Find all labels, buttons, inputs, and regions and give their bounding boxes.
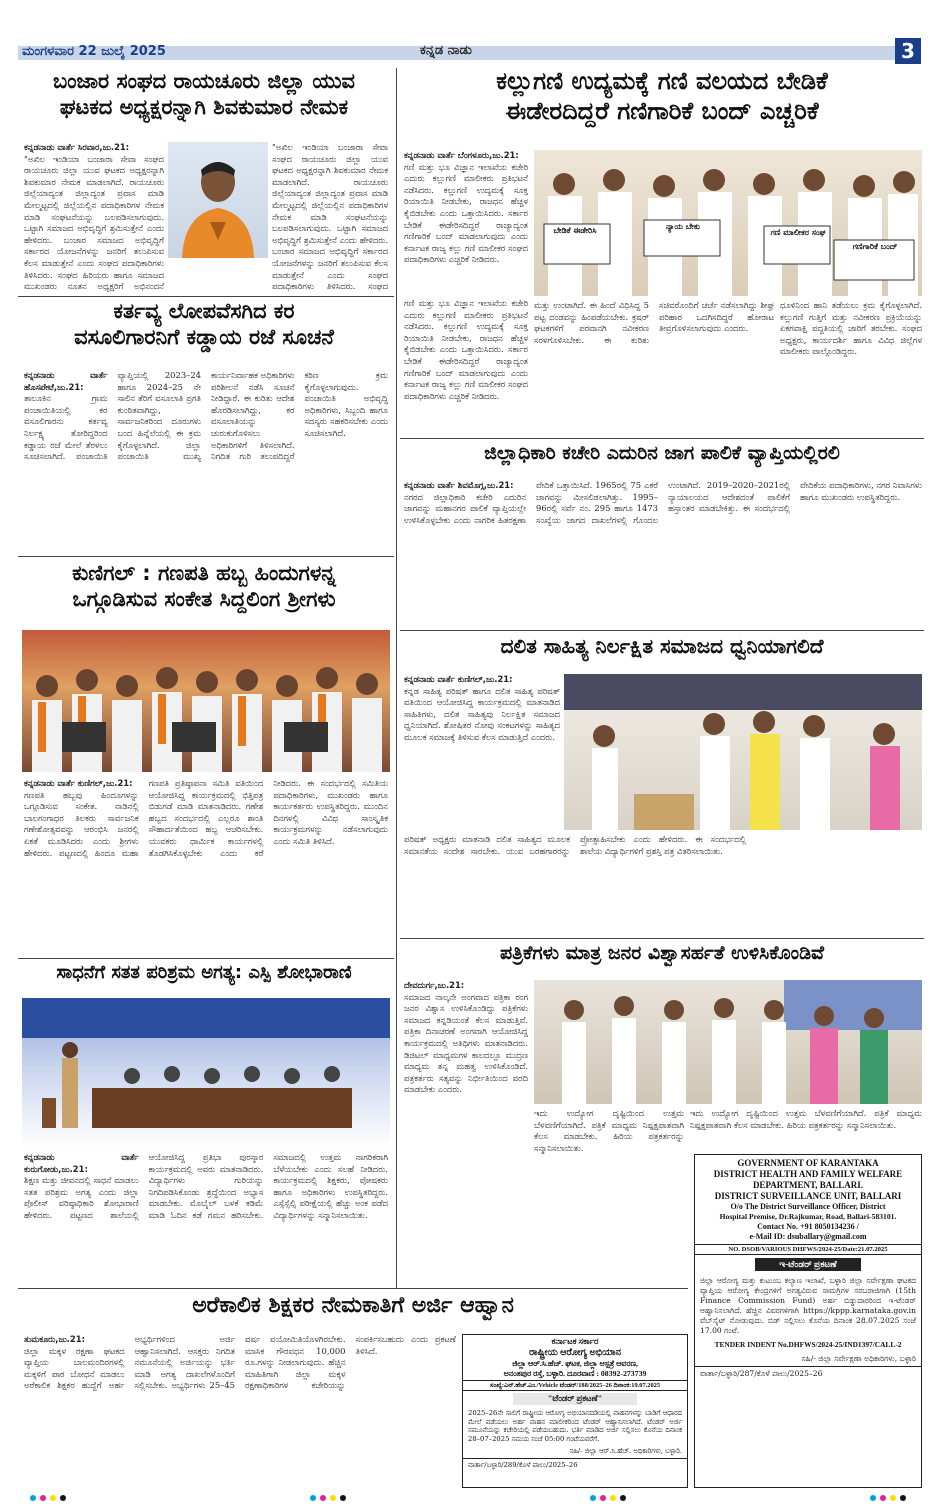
press-body-col3	[690, 1108, 922, 1148]
dc-headline-box	[402, 442, 922, 476]
health-tender-ad	[694, 1154, 922, 1488]
kunigal-group-photo	[22, 630, 390, 772]
magenta-dot	[40, 1495, 46, 1501]
black-dot	[620, 1495, 626, 1501]
teacher-body-text: ಜಿಲ್ಲಾ ಮಕ್ಕಳ ರಕ್ಷಣಾ ಘಟಕದ ವ್ಯಾಪ್ತಿಯ ಬಾಲಮಂದಿರಗಳಲ್ಲಿ ಮಕ್ಕಳಿಗೆ ಪಾಠ ಬೋಧನೆ ಮಾಡಲು ಅರೆಕಾಲಿಕ ಶಿಕ್ಷಕರ ಹುದ್ದೆಗೆ ಅರ್ಹ ಅಭ್ಯರ್ಥಿಗಳಿಂದ ಅರ್ಜಿ ಆಹ್ವಾನಿಸಲಾಗಿದೆ. ಆಸಕ್ತರು ನಿಗದಿತ ನಮೂನೆಯಲ್ಲಿ ಅರ್ಜಿಯನ್ನು ಭರ್ತಿ ಮಾಡಿ ಅಗತ್ಯ ದಾಖಲೆಗಳೊಂದಿಗೆ ಸಲ್ಲಿಸಬೇಕು. ಅಭ್ಯರ್ಥಿಗಳು 25–45 ವರ್ಷ ವಯೋಮಿತಿಯೊಳಗಿರಬೇಕು. ಮಾಸಿಕ ಗೌರವಧನ 10,000 ರೂ.ಗಳನ್ನು ನೀಡಲಾಗುವುದು. ಹೆಚ್ಚಿನ ಮಾಹಿತಿಗಾಗಿ ಜಿಲ್ಲಾ ಮಕ್ಕಳ ರಕ್ಷಣಾಧಿಕಾರಿಗಳ ಕಚೇರಿಯನ್ನು ಸಂಪರ್ಕಿಸಬಹುದು ಎಂದು ಪ್ರಕಟಣೆ ತಿಳಿಸಿದೆ.	[24, 1334, 456, 1391]
divider	[400, 438, 924, 439]
ad-health-footer: ವಾರ್ತಾ/ಬಳ್ಳಾರಿ/287/ಕೊಳೆ ಪಾಲು/2025–26	[695, 1366, 921, 1381]
sp-body-text: ಶಿಕ್ಷಣ ಮತ್ತು ಜೀವನದಲ್ಲಿ ಸಾಧನೆ ಮಾಡಲು ಸತತ ಪರಿಶ್ರಮ ಅಗತ್ಯ ಎಂದು ಜಿಲ್ಲಾ ಪೊಲೀಸ್ ವರಿಷ್ಠಾಧಿಕಾರಿ ಶೋಭಾರಾಣಿ ಹೇಳಿದರು. ಪಟ್ಟಣದ ಶಾಲೆಯಲ್ಲಿ ಆಯೋಜಿಸಿದ್ದ ಪ್ರತಿಭಾ ಪುರಸ್ಕಾರ ಕಾರ್ಯಕ್ರಮದಲ್ಲಿ ಅವರು ಮಾತನಾಡಿದರು. ವಿದ್ಯಾರ್ಥಿಗಳು ಗುರಿಯನ್ನು ನಿಗದಿಪಡಿಸಿಕೊಂಡು ಶ್ರದ್ಧೆಯಿಂದ ಅಭ್ಯಾಸ ಮಾಡಬೇಕು. ಮೊಬೈಲ್ ಬಳಕೆ ಕಡಿಮೆ ಮಾಡಿ ಓದಿನ ಕಡೆ ಗಮನ ಹರಿಸಬೇಕು. ಸಮಾಜದಲ್ಲಿ ಉತ್ತಮ ನಾಗರಿಕರಾಗಿ ಬೆಳೆಯಬೇಕು ಎಂದು ಸಲಹೆ ನೀಡಿದರು. ಕಾರ್ಯಕ್ರಮದಲ್ಲಿ ಶಿಕ್ಷಕರು, ಪೋಷಕರು ಹಾಗೂ ಅಧಿಕಾರಿಗಳು ಉಪಸ್ಥಿತರಿದ್ದರು. ಎಸ್ಸೆಸ್ಸೆಲ್ಸಿ ಪರೀಕ್ಷೆಯಲ್ಲಿ ಹೆಚ್ಚು ಅಂಕ ಪಡೆದ ವಿದ್ಯಾರ್ಥಿಗಳನ್ನು ಸನ್ಮಾನಿಸಲಾಯಿತು.	[24, 1152, 388, 1220]
magenta-dot	[320, 1495, 326, 1501]
banjara-body-col1	[24, 142, 164, 292]
magenta-dot	[880, 1495, 886, 1501]
divider	[400, 630, 924, 631]
black-dot	[340, 1495, 346, 1501]
ad-vehicle-line2: ರಾಷ್ಟ್ರೀಯ ಆರೋಗ್ಯ ಅಭಿಯಾನ	[529, 1348, 621, 1358]
banjara-portrait-photo	[168, 142, 268, 258]
ad-vehicle-ref: ಸಂಖ್ಯೆ:ಎನ್.ಹೆಚ್.ಎಂ./Vehicle ಟೆಂಡರ್/188/2025–26 ದಿನಾಂಕ:19.07.2025	[463, 1380, 687, 1391]
banjara-body: "ಅಖಿಲ ಇಂಡಿಯಾ ಬಂಜಾರಾ ಸೇವಾ ಸಂಘದ ರಾಯಚೂರು ಜಿಲ್ಲಾ ಯುವ ಘಟಕದ ಅಧ್ಯಕ್ಷರನ್ನಾಗಿ ಶಿವಕುಮಾರ ನೇಮಕ ಮಾಡಲಾಗಿದೆ. ರಾಯಚೂರು ಜಿಲ್ಲೆಯಾದ್ಯಂತ ಜಿಲ್ಲಾದ್ಯಂತ ಪ್ರವಾಸ ಮಾಡಿ ಮೇಲ್ಮಟ್ಟದಲ್ಲಿ ಜಿಲ್ಲೆಯಲ್ಲಿನ ಪದಾಧಿಕಾರಿಗಳ ನೇಮಕ ಮಾಡಿ ಸಂಘಟನೆಯನ್ನು ಬಲಪಡಿಸಲಾಗುವುದು. ಒಟ್ಟಾಗಿ ಸಮಾಜದ ಅಭಿವೃದ್ಧಿಗೆ ಶ್ರಮಿಸುತ್ತೇನೆ ಎಂದು ಹೇಳಿದರು. ಬಂಜಾರ ಸಮಾಜದ ಅಭಿವೃದ್ಧಿಗೆ ಸರ್ಕಾರದ ಯೋಜನೆಗಳನ್ನು ಜನರಿಗೆ ತಲುಪಿಸುವ ಕೆಲಸ ಮಾಡುತ್ತೇನೆ ಎಂದು ಸಂಘದ ಪದಾಧಿಕಾರಿಗಳು ತಿಳಿಸಿದರು. ಸಂಘದ ಹಿರಿಯರು ಹಾಗೂ ಸಮಾಜದ ಮುಖಂಡರು ನೂತನ ಅಧ್ಯಕ್ಷರಿಗೆ ಅಭಿನಂದನೆ	[24, 153, 164, 292]
ad-health-line8: e-Mail ID: dsuballary@gmail.com	[749, 1232, 867, 1241]
ad-vehicle-body: 2025–26ನೇ ಸಾಲಿಗೆ ರಾಷ್ಟ್ರೀಯ ಆರೋಗ್ಯ ಅಭಿಯಾನದಡಿಯಲ್ಲಿ ವಾಹನಗಳನ್ನು ಬಾಡಿಗೆ ಆಧಾರದ ಮೇಲೆ ಪಡೆಯಲು ಅರ್ಹ ವಾಹನ ಮಾಲೀಕರಿಂದ ಟೆಂಡರ್ ಆಹ್ವಾನಿಸಲಾಗಿದೆ. ಟೆಂಡರ್ ಅರ್ಜಿ ನಮೂನೆಯನ್ನು ಕಚೇರಿಯಲ್ಲಿ ಪಡೆಯಬಹುದು. ಭರ್ತಿ ಮಾಡಿದ ಅರ್ಜಿ ಸಲ್ಲಿಸಲು ಕೊನೆಯ ದಿನಾಂಕ 28–07–2025 ಸಮಯ ಸಂಜೆ 05:00 ಗಂಟೆಯವರೆಗೆ.	[468, 1409, 682, 1443]
dc-headline: ಜಿಲ್ಲಾಧಿಕಾರಿ ಕಚೇರಿ ಎದುರಿನ ಜಾಗ ಪಾಲಿಕೆ ವ್ಯಾಪ್ತಿಯಲ್ಲಿರಲಿ	[484, 442, 840, 464]
press-headline-box	[402, 942, 922, 976]
tax-headline-2: ವಸೂಲಿಗಾರನಿಗೆ ಕಡ್ಡಾಯ ರಜೆ ಸೂಚನೆ	[74, 325, 334, 350]
dc-body	[404, 480, 922, 626]
cyan-dot	[870, 1495, 876, 1501]
mining-body-col3	[780, 300, 922, 434]
teacher-dateline: ತುಮಕೂರು,ಜು.21:	[24, 1334, 85, 1344]
print-registration-marks	[0, 1493, 945, 1503]
ad-vehicle-notice-title: "ಟೆಂಡರ್ ಪ್ರಕಟಣೆ"	[513, 1393, 637, 1405]
mining-body-col2	[534, 300, 774, 434]
ad-health-tender: TENDER INDENT No.DHFWS/2024-25/IND1397/CALL-2	[714, 1340, 902, 1349]
sp-headline-box	[18, 962, 390, 996]
ceremony-illustration-icon	[564, 674, 922, 830]
mining-body-1-cont: ಗಣಿ ಮತ್ತು ಭೂ ವಿಜ್ಞಾನ ಇಲಾಖೆಯ ಕಚೇರಿ ಎದುರು ಕಲ್ಲುಗಣಿ ಮಾಲೀಕರು ಪ್ರತಿಭಟನೆ ನಡೆಸಿದರು. ಕಲ್ಲುಗಣಿ ಉದ್ಯಮಕ್ಕೆ ಸೂಕ್ತ ರಿಯಾಯಿತಿ ನೀಡಬೇಕು, ರಾಜಧನ ಹೆಚ್ಚಳ ಕೈಬಿಡಬೇಕು ಎಂದು ಒತ್ತಾಯಿಸಿದರು. ಸರ್ಕಾರ ಬೇಡಿಕೆ ಈಡೇರಿಸದಿದ್ದರೆ ರಾಜ್ಯಾದ್ಯಂತ ಗಣಿಗಾರಿಕೆ ಬಂದ್ ಮಾಡಲಾಗುವುದು ಎಂದು ಕರ್ನಾಟಕ ರಾಜ್ಯ ಕಲ್ಲು ಗಣಿ ಮಾಲೀಕರ ಸಂಘದ ಪದಾಧಿಕಾರಿಗಳು ಎಚ್ಚರಿಕೆ ನೀಡಿದರು.	[404, 298, 528, 401]
banjara-headline-1: ಬಂಜಾರ ಸಂಘದ ರಾಯಚೂರು ಜಿಲ್ಲಾ ಯುವ	[52, 69, 355, 93]
yellow-dot	[890, 1495, 896, 1501]
divider	[18, 296, 394, 297]
ad-vehicle-line4: ಅನಂತಪುರ ರಸ್ತೆ, ಬಳ್ಳಾರಿ. ದೂರವಾಣಿ : 08392-273739	[503, 1369, 647, 1378]
black-dot	[60, 1495, 66, 1501]
divider	[18, 1288, 688, 1289]
dc-dateline: ಕನ್ನಡನಾಡು ವಾರ್ತೆ ಶಿವಮೊಗ್ಗ,ಜು.21:	[404, 480, 514, 490]
column-divider	[396, 68, 397, 1288]
ad-health-line5: O/o The District Surveillance Officer, District	[730, 1202, 886, 1211]
mining-body-3: ಧೂಳಿನಿಂದ ಹಾನಿ ತಡೆಯಲು ಕ್ರಮ ಕೈಗೊಳ್ಳಲಾಗಿದೆ. ಕಲ್ಲುಗಣಿ ಗುತ್ತಿಗೆ ಮತ್ತು ನವೀಕರಣ ಪ್ರಕ್ರಿಯೆಯನ್ನು ಏಕಗವಾಕ್ಷಿ ಪದ್ಧತಿಯಲ್ಲಿ ಜಾರಿಗೆ ತರಬೇಕು. ಸಂಘದ ಅಧ್ಯಕ್ಷರು, ಕಾರ್ಯದರ್ಶಿ ಹಾಗೂ ವಿವಿಧ ಜಿಲ್ಲೆಗಳ ಮಾಲೀಕರು ಪಾಲ್ಗೊಂಡಿದ್ದರು.	[780, 300, 922, 357]
dalit-event-photo	[564, 674, 922, 830]
kunigal-headline-1: ಕುಣಿಗಲ್ : ಗಣಪತಿ ಹಬ್ಬ ಹಿಂದುಗಳನ್ನ	[72, 561, 336, 585]
tax-headline-1: ಕರ್ತವ್ಯ ಲೋಪವೆಸಗಿದ ಕರ	[113, 299, 295, 323]
placard-text-2: ನ್ಯಾಯ ಬೇಕು	[666, 222, 700, 231]
teacher-headline: ಅರೆಕಾಲಿಕ ಶಿಕ್ಷಕರ ನೇಮಕಾತಿಗೆ ಅರ್ಜಿ ಆಹ್ವಾನ	[192, 1293, 514, 1318]
placard-text-1: ಬೇಡಿಕೆ ಈಡೇರಿಸಿ	[553, 226, 597, 235]
ad-health-line6: Hospital Premise, Dr.Rajkumar, Road, Ballari-583101.	[719, 1212, 897, 1221]
yellow-dot	[50, 1495, 56, 1501]
dalit-headline: ದಲಿತ ಸಾಹಿತ್ಯ ನಿರ್ಲಕ್ಷಿತ ಸಮಾಜದ ಧ್ವನಿಯಾಗಲಿದೆ	[500, 634, 824, 658]
felicitation-illustration-icon	[534, 980, 922, 1104]
sp-headline: ಸಾಧನೆಗೆ ಸತತ ಪರಿಶ್ರಮ ಅಗತ್ಯ: ಎಸ್ಪಿ ಶೋಭಾರಾಣಿ	[56, 962, 352, 983]
banjara-body-cont: "ಅಖಿಲ ಇಂಡಿಯಾ ಬಂಜಾರಾ ಸೇವಾ ಸಂಘದ ರಾಯಚೂರು ಜಿಲ್ಲಾ ಯುವ ಘಟಕದ ಅಧ್ಯಕ್ಷರನ್ನಾಗಿ ಶಿವಕುಮಾರ ನೇಮಕ ಮಾಡಲಾಗಿದೆ. ರಾಯಚೂರು ಜಿಲ್ಲೆಯಾದ್ಯಂತ ಜಿಲ್ಲಾದ್ಯಂತ ಪ್ರವಾಸ ಮಾಡಿ ಮೇಲ್ಮಟ್ಟದಲ್ಲಿ ಜಿಲ್ಲೆಯಲ್ಲಿನ ಪದಾಧಿಕಾರಿಗಳ ನೇಮಕ ಮಾಡಿ ಸಂಘಟನೆಯನ್ನು ಬಲಪಡಿಸಲಾಗುವುದು. ಒಟ್ಟಾಗಿ ಸಮಾಜದ ಅಭಿವೃದ್ಧಿಗೆ ಶ್ರಮಿಸುತ್ತೇನೆ ಎಂದು ಹೇಳಿದರು. ಬಂಜಾರ ಸಮಾಜದ ಅಭಿವೃದ್ಧಿಗೆ ಸರ್ಕಾರದ ಯೋಜನೆಗಳನ್ನು ಜನರಿಗೆ ತಲುಪಿಸುವ ಕೆಲಸ ಮಾಡುತ್ತೇನೆ ಎಂದು ಸಂಘದ ಪದಾಧಿಕಾರಿಗಳು ತಿಳಿಸಿದರು. ಸಂಘದ	[272, 142, 388, 292]
press-body-col1	[404, 980, 528, 1230]
press-dateline: ದೇವದುರ್ಗ,ಜು.21:	[404, 980, 465, 990]
divider	[18, 556, 394, 557]
yellow-dot	[610, 1495, 616, 1501]
mining-headline-1: ಕಲ್ಲುಗಣಿ ಉದ್ಯಮಕ್ಕೆ ಗಣಿ ವಲಯದ ಬೇಡಿಕೆ	[496, 67, 828, 95]
banjara-headline	[18, 68, 390, 136]
person-silhouette-icon	[168, 142, 268, 258]
banjara-dateline: ಕನ್ನಡನಾಡು ವಾರ್ತೆ ಸಿರವಾರ,ಜು.21:	[24, 142, 130, 152]
kunigal-headline-2: ಒಗ್ಗೂಡಿಸುವ ಸಂಕೇತ ಸಿದ್ದಲಿಂಗ ಶ್ರೀಗಳು	[72, 587, 336, 612]
yellow-dot	[330, 1495, 336, 1501]
ad-vehicle-sign: ಸಹಿ/- ಜಿಲ್ಲಾ ಆರ್.ಸಿ.ಹೆಚ್. ಅಧಿಕಾರಿಗಳು, ಬಳ್ಳಾರಿ.	[569, 1447, 682, 1456]
mining-headline	[402, 66, 922, 146]
press-body-2: ಇದು ಉದ್ಯೋಗ ದೃಷ್ಟಿಯಿಂದ ಉತ್ತಮ ಬೆಳವಣಿಗೆಯಾಗಿದೆ. ಪತ್ರಿಕೆ ಮಾಧ್ಯಮ ನಿಷ್ಪಕ್ಷಪಾತವಾಗಿ ಕೆಲಸ ಮಾಡಬೇಕು. ಹಿರಿಯ ಪತ್ರಕರ್ತರನ್ನು ಸನ್ಮಾನಿಸಲಾಯಿತು.	[534, 1108, 684, 1153]
mining-body-2: ಮತ್ತು ಉಂಟಾಗಿದೆ. ಈ ಹಿಂದೆ ವಿಧಿಸಿದ್ದ 5 ಪಟ್ಟ ದಂಡವನ್ನು ಹಿಂಪಡೆಯಬೇಕು. ಕ್ರಷರ್ ಘಟಕಗಳಿಗೆ ಪರವಾನಗಿ ನವೀಕರಣ ಸರಳಗೊಳಿಸಬೇಕು. ಈ ಕುರಿತು ಸಚಿವರೊಂದಿಗೆ ಚರ್ಚೆ ನಡೆಸಲಾಗಿದ್ದು ಶೀಘ್ರ ಪರಿಹಾರ ಒದಗಿಸದಿದ್ದರೆ ಹೋರಾಟ ತೀವ್ರಗೊಳಿಸಲಾಗುವುದು ಎಂದರು.	[534, 300, 774, 345]
ad-vehicle-line1: ಕರ್ನಾಟಕ ಸರ್ಕಾರ	[551, 1337, 599, 1346]
ad-health-sign: ಸಹಿ/- ಜಿಲ್ಲಾ ಸರ್ವೇಕ್ಷಣಾ ಅಧಿಕಾರಿಗಳು, ಬಳ್ಳಾರಿ	[801, 1354, 916, 1363]
issue-date: ಮಂಗಳವಾರ 22 ಜುಲೈ 2025	[22, 44, 166, 59]
cyan-dot	[590, 1495, 596, 1501]
crowd-illustration-icon	[22, 630, 390, 772]
page-header	[0, 0, 945, 64]
kunigal-body-text: ಗಣಪತಿ ಹಬ್ಬವು ಹಿಂದೂಗಳನ್ನು ಒಗ್ಗೂಡಿಸುವ ಸಂಕೇತ. ನಾಡಿನಲ್ಲಿ ಬಾಲಗಂಗಾಧರ ತಿಲಕರು ಸಾರ್ವಜನಿಕ ಗಣೇಶೋತ್ಸವವನ್ನು ಆರಂಭಿಸಿ ಜನರಲ್ಲಿ ಏಕತೆ ಮೂಡಿಸಿದರು ಎಂದು ಶ್ರೀಗಳು ಹೇಳಿದರು. ಪಟ್ಟಣದಲ್ಲಿ ಹಿಂದೂ ಮಹಾ ಗಣಪತಿ ಪ್ರತಿಷ್ಠಾಪನಾ ಸಮಿತಿ ವತಿಯಿಂದ ಆಯೋಜಿಸಿದ್ದ ಕಾರ್ಯಕ್ರಮದಲ್ಲಿ ಭಿತ್ತಿಪತ್ರ ಬಿಡುಗಡೆ ಮಾಡಿ ಮಾತನಾಡಿದರು. ಗಣೇಶ ಹಬ್ಬದ ಸಂದರ್ಭದಲ್ಲಿ ಎಲ್ಲರೂ ಶಾಂತಿ ಸೌಹಾರ್ದತೆಯಿಂದ ಹಬ್ಬ ಆಚರಿಸಬೇಕು. ಯುವಕರು ಧಾರ್ಮಿಕ ಕಾರ್ಯಗಳಲ್ಲಿ ತೊಡಗಿಸಿಕೊಳ್ಳಬೇಕು ಎಂದು ಕರೆ ನೀಡಿದರು. ಈ ಸಂದರ್ಭದಲ್ಲಿ ಸಮಿತಿಯ ಪದಾಧಿಕಾರಿಗಳು, ಮುಖಂಡರು ಹಾಗೂ ಕಾರ್ಯಕರ್ತರು ಉಪಸ್ಥಿತರಿದ್ದರು. ಮುಂದಿನ ದಿನಗಳಲ್ಲಿ ವಿವಿಧ ಸಾಂಸ್ಕೃತಿಕ ಕಾರ್ಯಕ್ರಮಗಳನ್ನು ನಡೆಸಲಾಗುವುದು ಎಂದು ಸಮಿತಿ ತಿಳಿಸಿದೆ.	[24, 778, 388, 858]
banjara-body-col2	[272, 142, 388, 292]
ad-health-line7: Contact No. +91 8050134236 /	[757, 1222, 859, 1231]
tax-headline	[18, 298, 390, 366]
teacher-body	[24, 1334, 456, 1484]
black-dot	[900, 1495, 906, 1501]
vehicle-tender-ad	[462, 1334, 688, 1488]
ad-vehicle-footer: ವಾರ್ತಾ/ಬಳ್ಳಾರಿ/289/ಕೊಳೆ ಪಾಲು/2025–26	[463, 1458, 687, 1472]
tax-body	[24, 370, 388, 550]
sp-body	[24, 1152, 388, 1284]
stage-illustration-icon	[22, 998, 390, 1148]
press-body: ಸಮಾಜದ ನಾಲ್ಕನೇ ಅಂಗವಾದ ಪತ್ರಿಕಾ ರಂಗ ಜನರ ವಿಶ್ವಾಸ ಉಳಿಸಿಕೊಂಡಿದ್ದು ಪತ್ರಿಕೆಗಳು ಸಮಾಜದ ಕನ್ನಡಿಯಂತೆ ಕೆಲಸ ಮಾಡುತ್ತಿವೆ. ಪತ್ರಿಕಾ ದಿನಾಚರಣೆ ಅಂಗವಾಗಿ ಆಯೋಜಿಸಿದ್ದ ಕಾರ್ಯಕ್ರಮದಲ್ಲಿ ಅತಿಥಿಗಳು ಮಾತನಾಡಿದರು. ಡಿಜಿಟಲ್ ಮಾಧ್ಯಮಗಳ ಕಾಲದಲ್ಲೂ ಮುದ್ರಣ ಮಾಧ್ಯಮ ತನ್ನ ಮಹತ್ವ ಉಳಿಸಿಕೊಂಡಿದೆ. ಪತ್ರಕರ್ತರು ಸತ್ಯವನ್ನು ನಿರ್ಭೀತಿಯಿಂದ ವರದಿ ಮಾಡಬೇಕು ಎಂದರು.	[404, 991, 528, 1095]
ad-health-line2: DISTRICT HEALTH AND FAMILY WELFARE	[713, 1169, 903, 1179]
dalit-body-bottom	[404, 834, 922, 936]
mining-body-1: ಗಣಿ ಮತ್ತು ಭೂ ವಿಜ್ಞಾನ ಇಲಾಖೆಯ ಕಚೇರಿ ಎದುರು ಕಲ್ಲುಗಣಿ ಮಾಲೀಕರು ಪ್ರತಿಭಟನೆ ನಡೆಸಿದರು. ಕಲ್ಲುಗಣಿ ಉದ್ಯಮಕ್ಕೆ ಸೂಕ್ತ ರಿಯಾಯಿತಿ ನೀಡಬೇಕು, ರಾಜಧನ ಹೆಚ್ಚಳ ಕೈಬಿಡಬೇಕು ಎಂದು ಒತ್ತಾಯಿಸಿದರು. ಸರ್ಕಾರ ಬೇಡಿಕೆ ಈಡೇರಿಸದಿದ್ದರೆ ರಾಜ್ಯಾದ್ಯಂತ ಗಣಿಗಾರಿಕೆ ಬಂದ್ ಮಾಡಲಾಗುವುದು ಎಂದು ಕರ್ನಾಟಕ ರಾಜ್ಯ ಕಲ್ಲು ಗಣಿ ಮಾಲೀಕರ ಸಂಘದ ಪದಾಧಿಕಾರಿಗಳು ಎಚ್ಚರಿಕೆ ನೀಡಿದರು.	[404, 161, 528, 265]
press-body-2-cont: ಇದು ಉದ್ಯೋಗ ದೃಷ್ಟಿಯಿಂದ ಉತ್ತಮ ಬೆಳವಣಿಗೆಯಾಗಿದೆ. ಪತ್ರಿಕೆ ಮಾಧ್ಯಮ ನಿಷ್ಪಕ್ಷಪಾತವಾಗಿ ಕೆಲಸ ಮಾಡಬೇಕು. ಹಿರಿಯ ಪತ್ರಕರ್ತರನ್ನು ಸನ್ಮಾನಿಸಲಾಯಿತು.	[690, 1108, 922, 1130]
mining-dateline: ಕನ್ನಡನಾಡು ವಾರ್ತೆ ಬೆಂಗಳೂರು,ಜು.21:	[404, 150, 519, 160]
divider	[18, 958, 394, 959]
placard-text-3: ಗಣಿ ಮಾಲೀಕರ ಸಂಘ	[770, 228, 826, 237]
ad-health-body: ಜಿಲ್ಲಾ ಆರೋಗ್ಯ ಮತ್ತು ಕುಟುಂಬ ಕಲ್ಯಾಣ ಇಲಾಖೆ, ಬಳ್ಳಾರಿ ಜಿಲ್ಲಾ ಸರ್ವೇಕ್ಷಣಾ ಘಟಕದ ವ್ಯಾಪ್ತಿಯ ಆರೋಗ್ಯ ಕೇಂದ್ರಗಳಿಗೆ ಅಗತ್ಯವಿರುವ ಸಾಮಗ್ರಿಗಳ ಸರಬರಾಜಿಗಾಗಿ (15th Finance Commission Fund) ಅರ್ಹ ಬಿಡ್ಡುದಾರರಿಂದ ಇ-ಟೆಂಡರ್ ಆಹ್ವಾನಿಸಲಾಗಿದೆ. ಹೆಚ್ಚಿನ ವಿವರಗಳಿಗಾಗಿ https://kppp.karnataka.gov.in ವೆಬ್‌ಸೈಟ್ ನೋಡುವುದು. ಬಿಡ್ ಸಲ್ಲಿಸಲು ಕೊನೆಯ ದಿನಾಂಕ 28.07.2025 ಸಂಜೆ 17.00 ಗಂಟೆ.	[700, 1276, 916, 1335]
ad-health-notice-title: ಇ-ಟೆಂಡರ್ ಪ್ರಕಟಣೆ	[755, 1258, 861, 1271]
page-number: 3	[895, 38, 921, 64]
ad-vehicle-line3: ಜಿಲ್ಲಾ ಆರ್.ಸಿ.ಹೆಚ್. ಘಟಕ, ಜಿಲ್ಲಾ ಆಸ್ಪತ್ರೆ ಆವರಣ,	[512, 1359, 638, 1368]
kunigal-dateline: ಕನ್ನಡನಾಡು ವಾರ್ತೆ ಕುಣಿಗಲ್,ಜು.21:	[24, 778, 133, 788]
mining-body-col1	[404, 150, 528, 296]
cyan-dot	[30, 1495, 36, 1501]
press-headline: ಪತ್ರಿಕೆಗಳು ಮಾತ್ರ ಜನರ ವಿಶ್ವಾಸರ್ಹತೆ ಉಳಿಸಿಕೊಂಡಿವೆ	[500, 942, 824, 964]
press-body-col2	[534, 1108, 684, 1230]
ad-health-ref: NO. DSOB/VARIOUS DHFWS/2024-25/Date:21.07.2025	[695, 1244, 921, 1255]
kunigal-body	[24, 778, 388, 954]
dc-body-text: ನಗರದ ಜಿಲ್ಲಾಧಿಕಾರಿ ಕಚೇರಿ ಎದುರಿನ ಜಾಗವನ್ನು ಮಹಾನಗರ ಪಾಲಿಕೆ ವ್ಯಾಪ್ತಿಯಲ್ಲೇ ಉಳಿಸಿಕೊಳ್ಳಬೇಕು ಎಂದು ನಾಗರಿಕ ಹಿತರಕ್ಷಣಾ ವೇದಿಕೆ ಒತ್ತಾಯಿಸಿದೆ. 1965ರಲ್ಲಿ 75 ಎಕರೆ ಜಾಗವನ್ನು ಮೀಸಲಿಡಲಾಗಿತ್ತು. 1995–96ರಲ್ಲಿ ಸರ್ವೆ ನಂ. 295 ಹಾಗೂ 1473 ಸಂಖ್ಯೆಯ ಜಾಗದ ದಾಖಲೆಗಳಲ್ಲಿ ಗೊಂದಲ ಉಂಟಾಗಿದೆ. 2019–2020–2021ರಲ್ಲಿ ನ್ಯಾಯಾಲಯದ ಆದೇಶದಂತೆ ಪಾಲಿಕೆಗೆ ಹಸ್ತಾಂತರ ಮಾಡಬೇಕಿತ್ತು. ಈ ಸಂದರ್ಭದಲ್ಲಿ ವೇದಿಕೆಯ ಪದಾಧಿಕಾರಿಗಳು, ನಗರ ನಿವಾಸಿಗಳು ಹಾಗೂ ಮುಖಂಡರು ಉಪಸ್ಥಿತರಿದ್ದರು.	[404, 480, 922, 525]
dalit-body-1: ಕನ್ನಡ ಸಾಹಿತ್ಯ ಪರಿಷತ್ ಹಾಗೂ ದಲಿತ ಸಾಹಿತ್ಯ ಪರಿಷತ್ ವತಿಯಿಂದ ಆಯೋಜಿಸಿದ್ದ ಕಾರ್ಯಕ್ರಮದಲ್ಲಿ ಮಾತನಾಡಿದ ಸಾಹಿತಿಗಳು, ದಲಿತ ಸಾಹಿತ್ಯವು ನಿರ್ಲಕ್ಷಿತ ಸಮಾಜದ ಧ್ವನಿಯಾಗಿದೆ. ಶೋಷಿತರ ನೋವು ಸಂಕಟಗಳನ್ನು ಸಾಹಿತ್ಯದ ಮೂಲಕ ಸಮಾಜಕ್ಕೆ ತಿಳಿಸುವ ಕೆಲಸ ಮಾಡುತ್ತಿದೆ ಎಂದರು.	[404, 685, 560, 742]
dalit-headline-box	[402, 634, 922, 670]
ad-health-line3: DEPARTMENT, BALLARI.	[752, 1180, 864, 1190]
placard-text-4: ಗಣಿಗಾರಿಕೆ ಬಂದ್	[852, 242, 898, 251]
press-event-photo	[534, 980, 922, 1104]
kunigal-headline	[18, 560, 390, 628]
ad-health-line4: DISTRICT SURVEILLANCE UNIT, BALLARI	[714, 1191, 902, 1201]
sp-event-photo	[22, 998, 390, 1148]
banjara-headline-2: ಘಟಕದ ಅಧ್ಯಕ್ಷರನ್ನಾಗಿ ಶಿವಕುಮಾರ ನೇಮಕ	[59, 95, 349, 120]
dalit-dateline: ಕನ್ನಡನಾಡು ವಾರ್ತೆ ಕುಣಿಗಲ್,ಜು.21:	[404, 674, 513, 684]
tax-dateline: ಕನ್ನಡನಾಡು ವಾರ್ತೆ ಹೊಸಪೇಟೆ,ಜು.21:	[24, 370, 108, 392]
sp-dateline: ಕನ್ನಡನಾಡು ವಾರ್ತೆ ಕುರುಗೋಡು,ಜು.21:	[24, 1152, 139, 1174]
teacher-headline-box	[18, 1292, 688, 1330]
ad-health-line1: GOVERNMENT OF KARANTAKA	[737, 1158, 879, 1168]
masthead: ಕನ್ನಡ ನಾಡು	[420, 43, 472, 58]
cyan-dot	[310, 1495, 316, 1501]
dalit-body-2: ಪರಿಷತ್ ಅಧ್ಯಕ್ಷರು ಮಾತನಾಡಿ ದಲಿತ ಸಾಹಿತ್ಯದ ಮೂಲಕ ಸಮಾನತೆಯ ಸಂದೇಶ ಸಾರಬೇಕು. ಯುವ ಬರಹಗಾರರನ್ನು ಪ್ರೋತ್ಸಾಹಿಸಬೇಕು ಎಂದು ಹೇಳಿದರು. ಈ ಸಂದರ್ಭದಲ್ಲಿ ಶಾಲೆಯ ವಿದ್ಯಾರ್ಥಿಗಳಿಗೆ ಪ್ರಶಸ್ತಿ ಪತ್ರ ವಿತರಿಸಲಾಯಿತು.	[404, 834, 746, 856]
dalit-body-col1	[404, 674, 560, 830]
tax-body-text: ತಾಲೂಕಿನ ಗ್ರಾಮ ಪಂಚಾಯಿತಿಯಲ್ಲಿ ಕರ ವಸೂಲಿಗಾರನು ಕರ್ತವ್ಯ ನಿರ್ಲಕ್ಷ್ಯ ತೋರಿದ್ದರಿಂದ ಕಡ್ಡಾಯ ರಜೆ ಮೇಲೆ ತೆರಳಲು ಸೂಚಿಸಲಾಗಿದೆ. ಪಂಚಾಯಿತಿ ವ್ಯಾಪ್ತಿಯಲ್ಲಿ 2023–24 ಹಾಗೂ 2024–25 ನೇ ಸಾಲಿನ ತೆರಿಗೆ ವಸೂಲಾತಿ ಪ್ರಗತಿ ಕುಂಠಿತವಾಗಿದ್ದು, ಸಾರ್ವಜನಿಕರಿಂದ ದೂರುಗಳು ಬಂದ ಹಿನ್ನೆಲೆಯಲ್ಲಿ ಈ ಕ್ರಮ ಕೈಗೊಳ್ಳಲಾಗಿದೆ. ಜಿಲ್ಲಾ ಪಂಚಾಯಿತಿ ಮುಖ್ಯ ಕಾರ್ಯನಿರ್ವಾಹಕ ಅಧಿಕಾರಿಗಳು ಪರಿಶೀಲನೆ ನಡೆಸಿ ಸೂಚನೆ ನೀಡಿದ್ದಾರೆ. ಈ ಕುರಿತು ಆದೇಶ ಹೊರಡಿಸಲಾಗಿದ್ದು, ಕರ ವಸೂಲಾತಿಯನ್ನು ಚುರುಕುಗೊಳಿಸಲು ಅಧಿಕಾರಿಗಳಿಗೆ ತಿಳಿಸಲಾಗಿದೆ. ನಿಗದಿತ ಗುರಿ ತಲುಪದಿದ್ದರೆ ಕಠಿಣ ಕ್ರಮ ಕೈಗೊಳ್ಳಲಾಗುವುದು. ಪಂಚಾಯಿತಿ ಅಭಿವೃದ್ಧಿ ಅಧಿಕಾರಿಗಳು, ಸಿಬ್ಬಂದಿ ಹಾಗೂ ಸದಸ್ಯರು ಸಹಕರಿಸಬೇಕು ಎಂದು ಸೂಚಿಸಲಾಗಿದೆ.	[24, 370, 388, 462]
mining-body-col1b	[404, 298, 528, 434]
mining-headline-2: ಈಡೇರದಿದ್ದರೆ ಗಣಿಗಾರಿಕೆ ಬಂದ್ ಎಚ್ಚರಿಕೆ	[505, 97, 819, 125]
magenta-dot	[600, 1495, 606, 1501]
divider	[400, 938, 924, 939]
